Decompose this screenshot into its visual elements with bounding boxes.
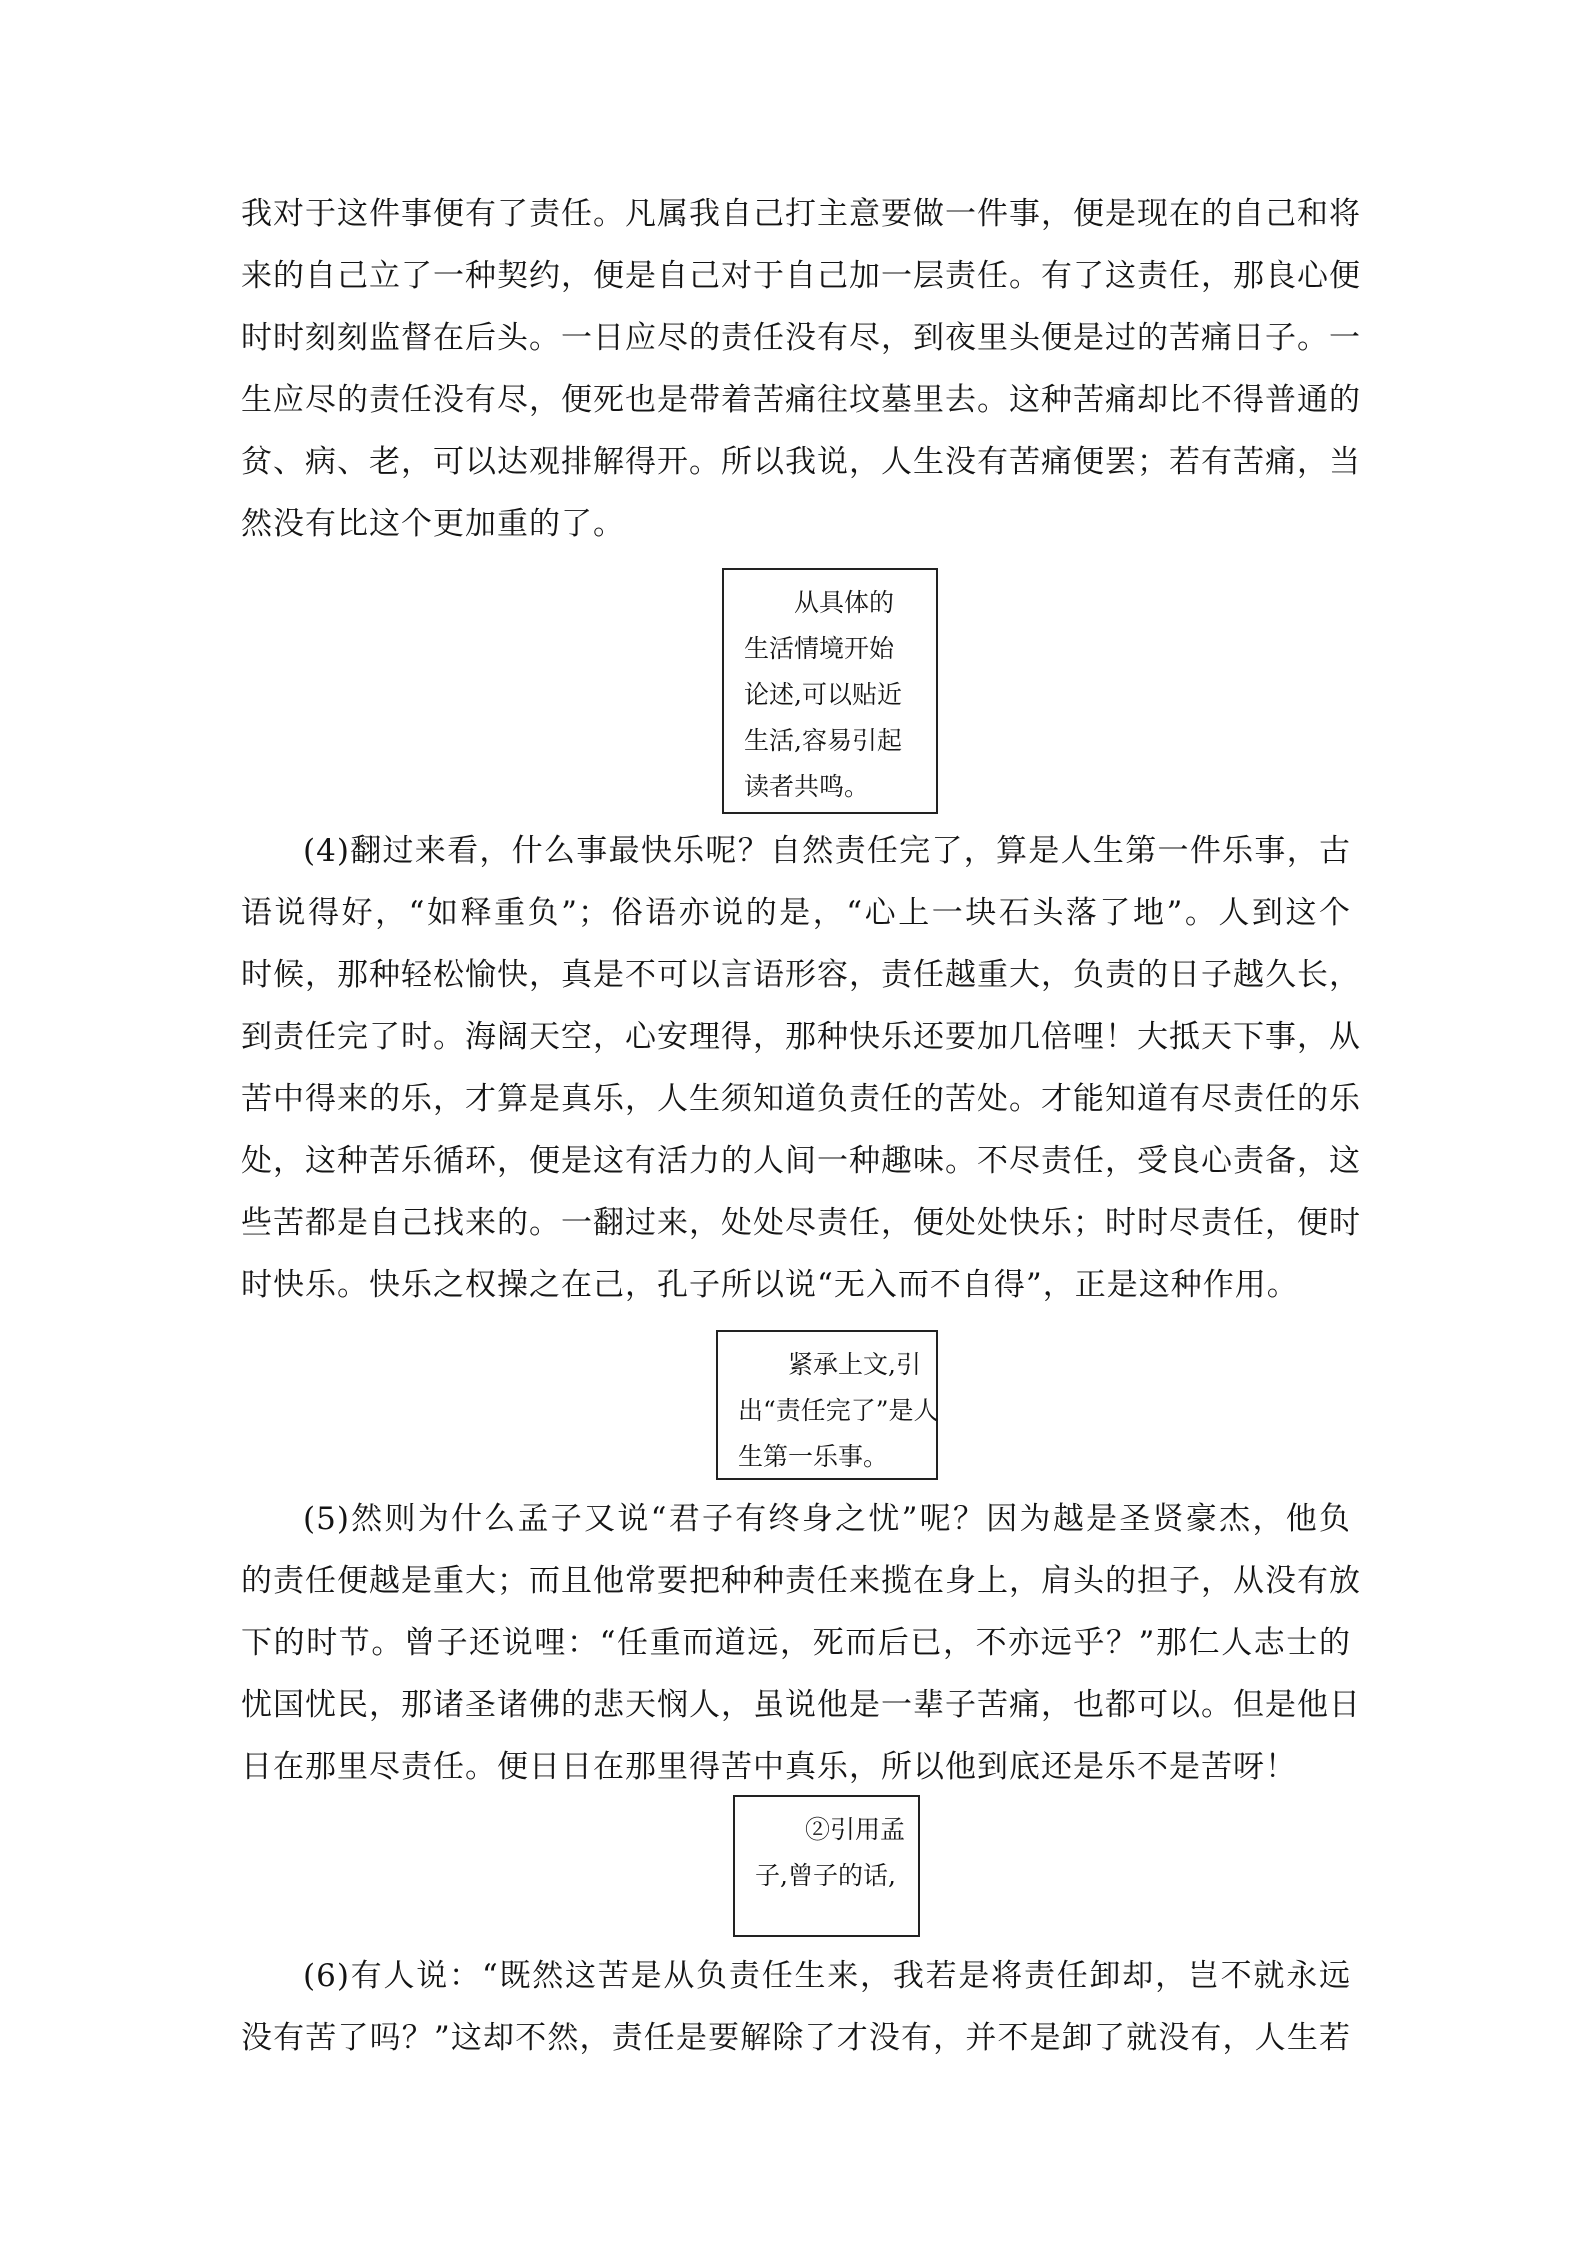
- text-line: 生应尽的责任没有尽，便死也是带着苦痛往坟墓里去。这种苦痛却比不得普通的: [241, 382, 1361, 418]
- text-line: 苦中得来的乐，才算是真乐，人生须知道负责任的苦处。才能知道有尽责任的乐: [241, 1081, 1361, 1117]
- text-line: 来的自己立了一种契约，便是自己对于自己加一层责任。有了这责任，那良心便: [241, 258, 1361, 294]
- text-line: 忧国忧民，那诸圣诸佛的悲天悯人，虽说他是一辈子苦痛，也都可以。但是他日: [241, 1687, 1361, 1723]
- annotation-line: ②引用孟: [805, 1815, 906, 1844]
- annotation-box-3: [733, 1795, 920, 1937]
- text-line: 下的时节。曾子还说哩：“任重而道远，死而后已，不亦远乎？”那仁人志士的: [241, 1625, 1351, 1661]
- text-line: (4)翻过来看，什么事最快乐呢？自然责任完了，算是人生第一件乐事，古: [303, 833, 1351, 869]
- text-line: 时候，那种轻松愉快，真是不可以言语形容，责任越重大，负责的日子越久长，: [241, 957, 1361, 993]
- text-line: 时时刻刻监督在后头。一日应尽的责任没有尽，到夜里头便是过的苦痛日子。一: [241, 320, 1361, 356]
- text-line: (5)然则为什么孟子又说“君子有终身之忧”呢？因为越是圣贤豪杰，他负: [303, 1501, 1351, 1537]
- text-line: 语说得好，“如释重负”；俗语亦说的是，“心上一块石头落了地”。人到这个: [241, 895, 1351, 931]
- text-line: 我对于这件事便有了责任。凡属我自己打主意要做一件事，便是现在的自己和将: [241, 196, 1361, 232]
- paragraph-3-tail: [241, 183, 1361, 555]
- annotation-box-2: [716, 1330, 938, 1480]
- annotation-line: 论述,可以贴近: [744, 680, 902, 709]
- annotation-box-1: [722, 568, 938, 814]
- text-line: 日在那里尽责任。便日日在那里得苦中真乐，所以他到底还是乐不是苦呀！: [241, 1749, 1297, 1785]
- annotation-line: 生活情境开始: [744, 634, 895, 663]
- text-line: 的责任便越是重大；而且他常要把种种责任来揽在身上，肩头的担子，从没有放: [241, 1563, 1361, 1599]
- annotation-line: 生第一乐事。: [738, 1442, 889, 1471]
- annotation-line: 读者共鸣。: [744, 772, 870, 801]
- annotation-line: 从具体的: [794, 588, 895, 617]
- text-line: 到责任完了时。海阔天空，心安理得，那种快乐还要加几倍哩！大抵天下事，从: [241, 1019, 1361, 1055]
- paragraph-4: [241, 820, 1361, 1316]
- paragraph-5: [241, 1488, 1361, 1798]
- text-line: (6)有人说：“既然这苦是从负责任生来，我若是将责任卸却，岂不就永远: [303, 1958, 1351, 1994]
- text-line: 时快乐。快乐之权操之在己，孔子所以说“无入而不自得”，正是这种作用。: [241, 1267, 1299, 1303]
- annotation-line: 紧承上文,引: [788, 1350, 921, 1379]
- answer-blank[interactable]: [755, 1899, 900, 1945]
- annotation-line: 生活,容易引起: [744, 726, 902, 755]
- annotation-line: 出“责任完了”是人: [738, 1396, 939, 1425]
- text-line: 然没有比这个更加重的了。: [241, 506, 625, 542]
- text-line: 没有苦了吗？”这却不然，责任是要解除了才没有，并不是卸了就没有，人生若: [241, 2020, 1351, 2056]
- text-line: 些苦都是自己找来的。一翻过来，处处尽责任，便处处快乐；时时尽责任，便时: [241, 1205, 1361, 1241]
- paragraph-6: [241, 1945, 1351, 2069]
- annotation-line: 子,曾子的话,: [755, 1861, 896, 1890]
- text-line: 贫、病、老，可以达观排解得开。所以我说，人生没有苦痛便罢；若有苦痛，当: [241, 444, 1361, 480]
- text-line: 处，这种苦乐循环，便是这有活力的人间一种趣味。不尽责任，受良心责备，这: [241, 1143, 1361, 1179]
